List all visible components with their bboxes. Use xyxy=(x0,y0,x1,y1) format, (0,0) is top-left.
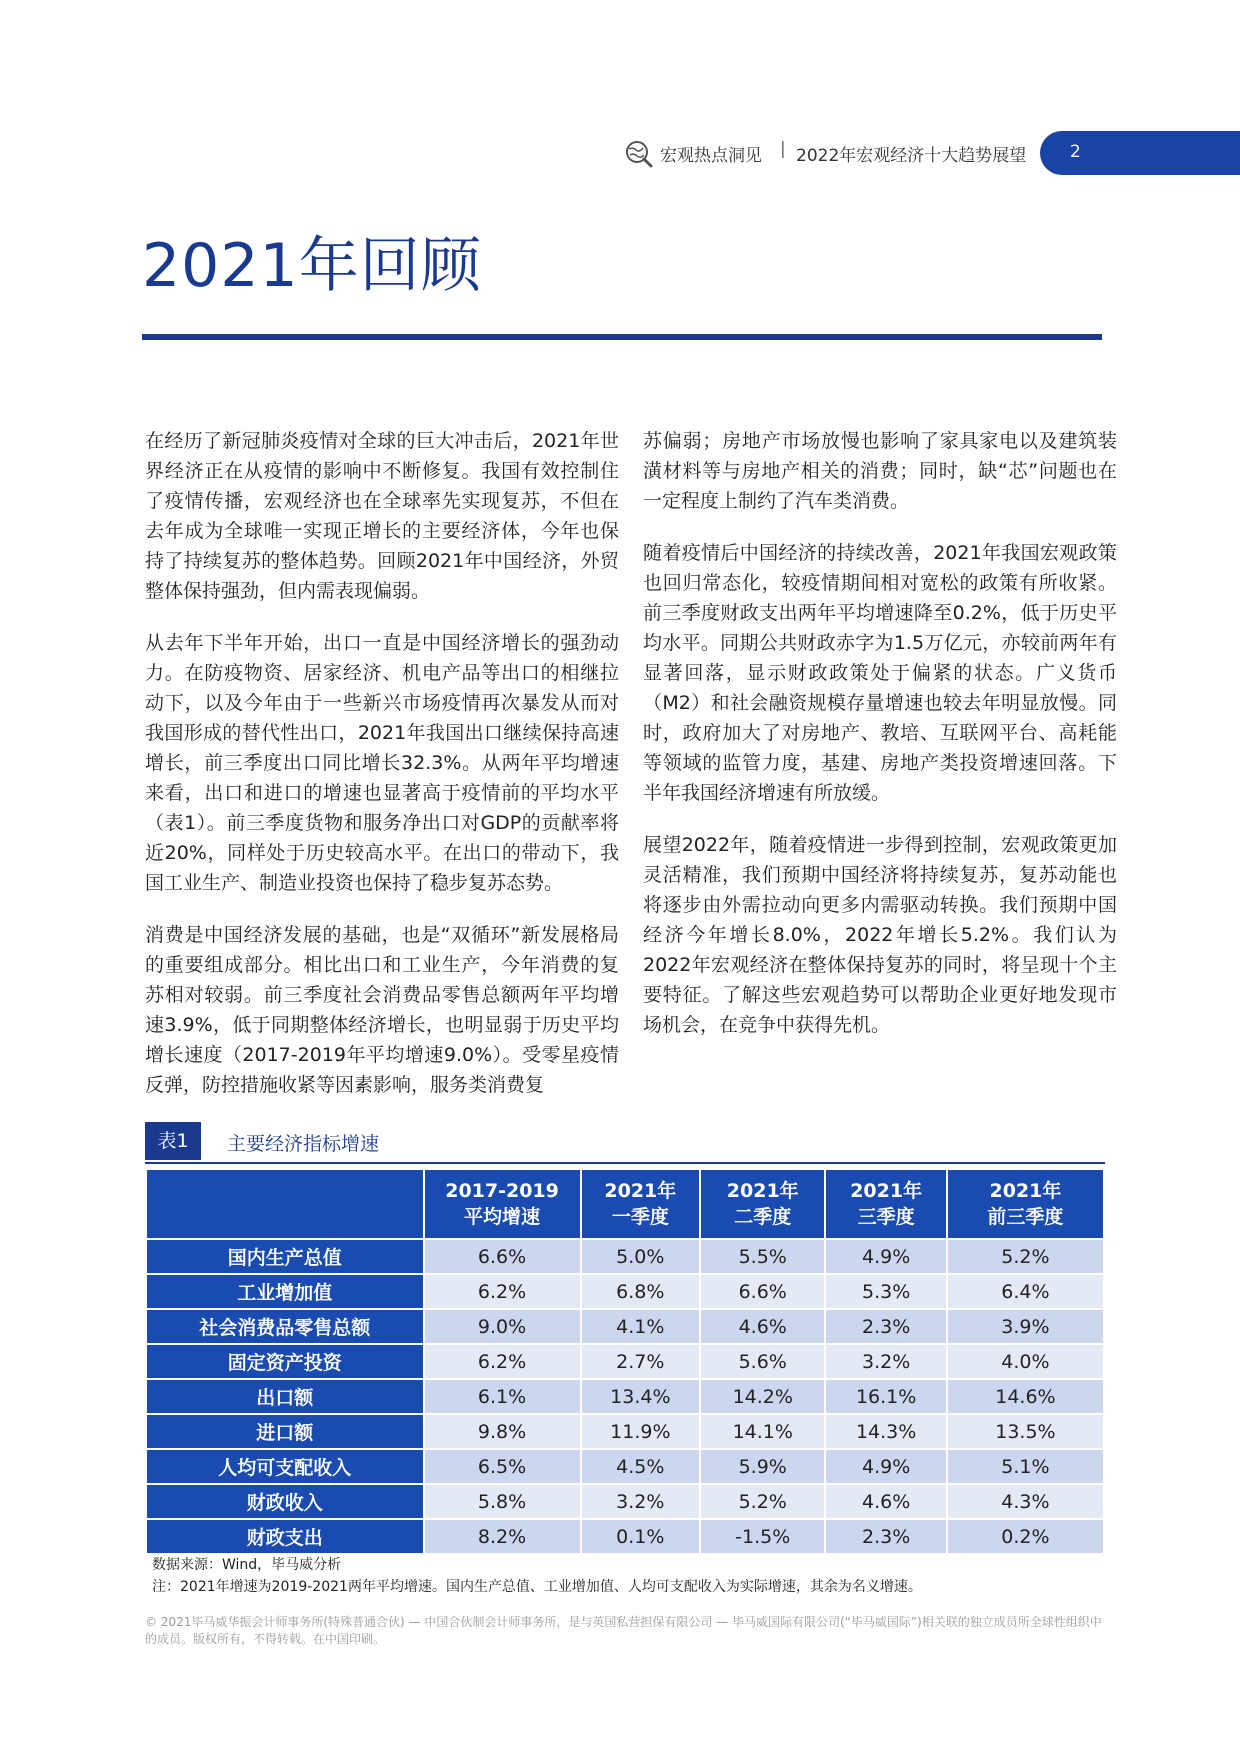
table-row xyxy=(147,1380,1103,1413)
table-row xyxy=(147,1520,1103,1553)
table-cell: 4.9% xyxy=(826,1450,945,1483)
table-cell: 9.0% xyxy=(425,1310,580,1343)
right-column xyxy=(643,426,1117,1062)
row-label: 固定资产投资 xyxy=(147,1345,423,1378)
table-cell: 5.2% xyxy=(948,1240,1103,1273)
table-cell: 6.8% xyxy=(582,1275,699,1308)
table-cell: 6.5% xyxy=(425,1450,580,1483)
table-cell: 4.3% xyxy=(948,1485,1103,1518)
table-cell: 14.1% xyxy=(701,1415,824,1448)
page-number-tab xyxy=(1040,131,1240,175)
table-body xyxy=(147,1240,1103,1553)
title-divider xyxy=(142,334,1102,340)
column-header: 2021年 前三季度 xyxy=(948,1170,1103,1238)
table-cell: 11.9% xyxy=(582,1415,699,1448)
table-cell: 5.8% xyxy=(425,1485,580,1518)
copyright-footer: © 2021毕马威华振会计师事务所(特殊普通合伙) — 中国合伙制会计师事务所，是与英国私营担保有限公司 — 毕马威国际有限公司(“毕马威国际”)相关联的独立成员所全球性组织中的成员。版权所有，不得转载。在中国印刷。 xyxy=(145,1615,1102,1646)
page-number: 2 xyxy=(1070,142,1081,162)
table-caption xyxy=(145,1122,1105,1164)
table-cell: 5.3% xyxy=(826,1275,945,1308)
table-row xyxy=(147,1345,1103,1378)
paragraph: 在经历了新冠肺炎疫情对全球的巨大冲击后，2021年世界经济正在从疫情的影响中不断修复。我国有效控制住了疫情传播，宏观经济也在全球率先实现复苏，不但在去年成为全球唯一实现正增长的主要经济体，今年也保持了持续复苏的整体趋势。回顾2021年中国经济，外贸整体保持强劲，但内需表现偏弱。 xyxy=(145,430,619,602)
table-cell: 4.5% xyxy=(582,1450,699,1483)
paragraph: 展望2022年，随着疫情进一步得到控制，宏观政策更加灵活精准，我们预期中国经济将持续复苏，复苏动能也将逐步由外需拉动向更多内需驱动转换。我们预期中国经济今年增长8.0%，2022年增长5.2%。我们认为2022年宏观经济在整体保持复苏的同时，将呈现十个主要特征。了解这些宏观趋势可以帮助企业更好地发现市场机会，在竞争中获得先机。 xyxy=(643,834,1117,1036)
left-column xyxy=(145,426,619,1122)
table-row xyxy=(147,1275,1103,1308)
table-cell: 5.9% xyxy=(701,1450,824,1483)
paragraph: 苏偏弱；房地产市场放慢也影响了家具家电以及建筑装潢材料等与房地产相关的消费；同时，缺“芯”问题也在一定程度上制约了汽车类消费。 xyxy=(643,430,1117,512)
paragraph: 消费是中国经济发展的基础，也是“双循环”新发展格局的重要组成部分。相比出口和工业生产，今年消费的复苏相对较弱。前三季度社会消费品零售总额两年平均增速3.9%，低于同期整体经济增长，也明显弱于历史平均增长速度（2017-2019年平均增速9.0%）。受零星疫情反弹，防控措施收紧等因素影响，服务类消费复 xyxy=(145,924,619,1096)
table-cell: 2.3% xyxy=(826,1310,945,1343)
table-row xyxy=(147,1240,1103,1273)
row-label: 进口额 xyxy=(147,1415,423,1448)
table-cell: 13.4% xyxy=(582,1380,699,1413)
table-cell: 0.2% xyxy=(948,1520,1103,1553)
table-cell: 5.2% xyxy=(701,1485,824,1518)
table-cell: 6.2% xyxy=(425,1345,580,1378)
column-header: 2021年 二季度 xyxy=(701,1170,824,1238)
header-corner xyxy=(147,1170,423,1238)
table-cell: 6.6% xyxy=(701,1275,824,1308)
table-cell: 14.6% xyxy=(948,1380,1103,1413)
globe-search-icon xyxy=(624,139,654,169)
table-row xyxy=(147,1310,1103,1343)
paragraph: 随着疫情后中国经济的持续改善，2021年我国宏观政策也回归常态化，较疫情期间相对宽松的政策有所收紧。前三季度财政支出两年平均增速降至0.2%，低于历史平均水平。同期公共财政赤字为1.5万亿元，亦较前两年有显著回落，显示财政政策处于偏紧的状态。广义货币（M2）和社会融资规模存量增速也较去年明显放慢。同时，政府加大了对房地产、教培、互联网平台、高耗能等领域的监管力度，基建、房地产类投资增速回落。下半年我国经济增速有所放缓。 xyxy=(643,542,1117,804)
table-header-row xyxy=(147,1170,1103,1238)
table-source: 数据来源：Wind，毕马威分析 xyxy=(152,1557,342,1573)
table-row xyxy=(147,1450,1103,1483)
row-label: 工业增加值 xyxy=(147,1275,423,1308)
table-cell: 14.3% xyxy=(826,1415,945,1448)
table-row xyxy=(147,1415,1103,1448)
table-cell: 4.0% xyxy=(948,1345,1103,1378)
header-separator: | xyxy=(780,139,786,159)
table-cell: 13.5% xyxy=(948,1415,1103,1448)
table-cell: 3.2% xyxy=(826,1345,945,1378)
table-row xyxy=(147,1485,1103,1518)
column-header: 2017-2019 平均增速 xyxy=(425,1170,580,1238)
page-header xyxy=(0,131,1240,175)
indicator-table xyxy=(145,1168,1105,1555)
table-cell: 6.2% xyxy=(425,1275,580,1308)
row-label: 人均可支配收入 xyxy=(147,1450,423,1483)
header-brand: 宏观热点洞见 xyxy=(660,146,762,166)
row-label: 财政支出 xyxy=(147,1520,423,1553)
table-cell: 3.2% xyxy=(582,1485,699,1518)
table-cell: 5.6% xyxy=(701,1345,824,1378)
row-label: 出口额 xyxy=(147,1380,423,1413)
table-cell: 4.1% xyxy=(582,1310,699,1343)
table-cell: 2.3% xyxy=(826,1520,945,1553)
table-cell: 6.4% xyxy=(948,1275,1103,1308)
table-cell: 14.2% xyxy=(701,1380,824,1413)
table-cell: 2.7% xyxy=(582,1345,699,1378)
table-note: 注：2021年增速为2019-2021两年平均增速。国内生产总值、工业增加值、人均可支配收入为实际增速，其余为名义增速。 xyxy=(152,1579,922,1595)
table-cell: 6.1% xyxy=(425,1380,580,1413)
table-cell: -1.5% xyxy=(701,1520,824,1553)
table-cell: 8.2% xyxy=(425,1520,580,1553)
table-name: 主要经济指标增速 xyxy=(227,1133,380,1155)
paragraph: 从去年下半年开始，出口一直是中国经济增长的强劲动力。在防疫物资、居家经济、机电产品等出口的相继拉动下，以及今年由于一些新兴市场疫情再次暴发从而对我国形成的替代性出口，2021年我国出口继续保持高速增长，前三季度出口同比增长32.3%。从两年平均增速来看，出口和进口的增速也显著高于疫情前的平均水平（表1）。前三季度货物和服务净出口对GDP的贡献率将近20%，同样处于历史较高水平。在出口的带动下，我国工业生产、制造业投资也保持了稳步复苏态势。 xyxy=(145,632,619,894)
row-label: 社会消费品零售总额 xyxy=(147,1310,423,1343)
page-title: 2021年回顾 xyxy=(142,231,482,301)
table-cell: 16.1% xyxy=(826,1380,945,1413)
header-report-title: 2022年宏观经济十大趋势展望 xyxy=(796,146,1027,166)
table-cell: 5.1% xyxy=(948,1450,1103,1483)
table-cell: 5.5% xyxy=(701,1240,824,1273)
table-cell: 4.6% xyxy=(826,1485,945,1518)
table-cell: 5.0% xyxy=(582,1240,699,1273)
table-cell: 0.1% xyxy=(582,1520,699,1553)
table-tag: 表1 xyxy=(145,1122,201,1160)
table-cell: 4.6% xyxy=(701,1310,824,1343)
table-cell: 9.8% xyxy=(425,1415,580,1448)
column-header: 2021年 三季度 xyxy=(826,1170,945,1238)
table-cell: 4.9% xyxy=(826,1240,945,1273)
column-header: 2021年 一季度 xyxy=(582,1170,699,1238)
row-label: 国内生产总值 xyxy=(147,1240,423,1273)
table-cell: 6.6% xyxy=(425,1240,580,1273)
table-cell: 3.9% xyxy=(948,1310,1103,1343)
row-label: 财政收入 xyxy=(147,1485,423,1518)
